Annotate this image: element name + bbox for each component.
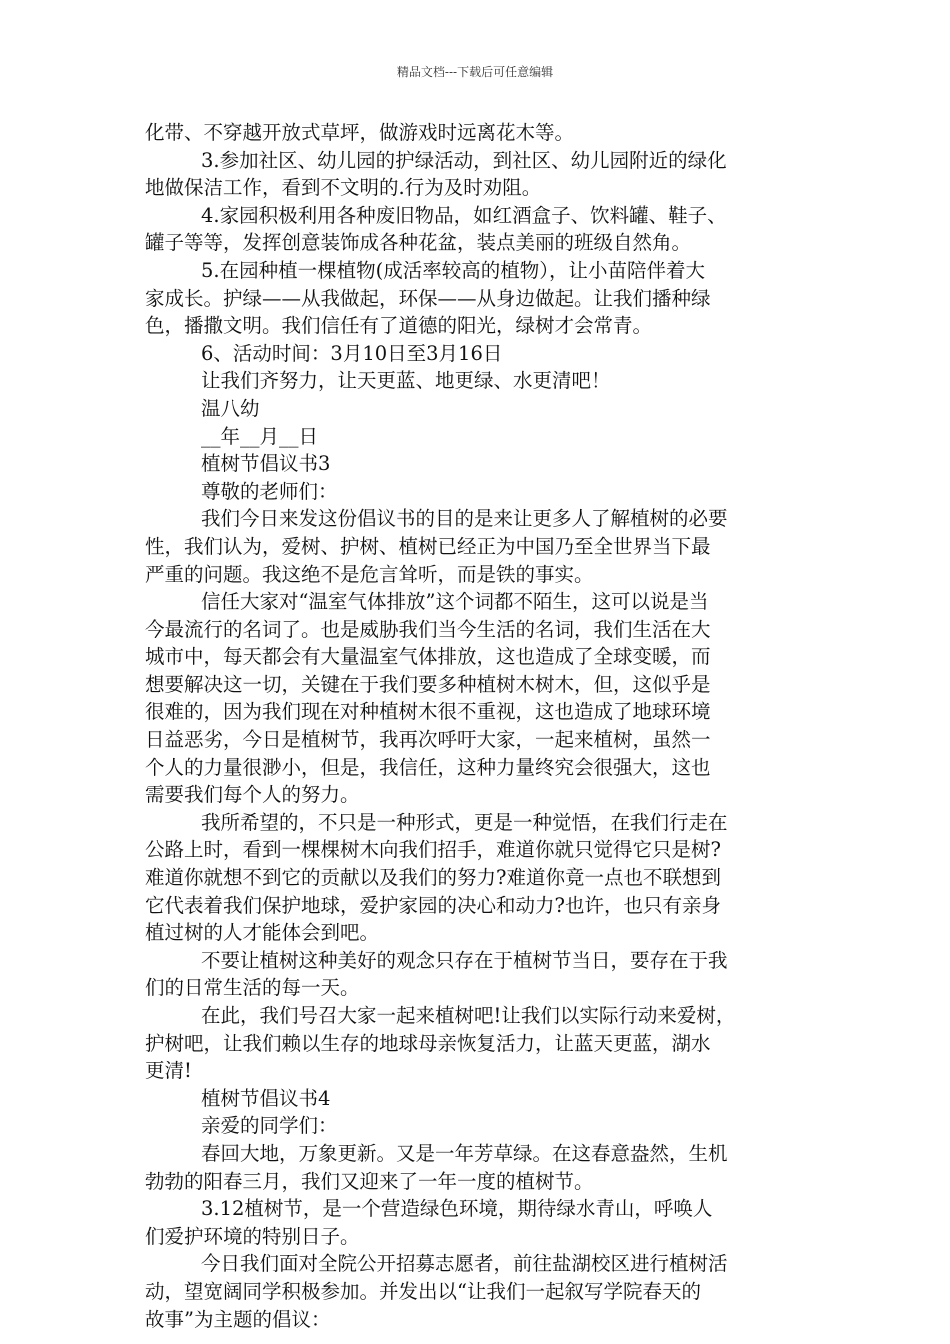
- text-line: 护树吧，让我们赖以生存的地球母亲恢复活力，让蓝天更蓝，湖水: [145, 1031, 711, 1055]
- text-line: 我所希望的，不只是一种形式，更是一种觉悟，在我们行走在: [201, 810, 728, 834]
- text-line: 化带、不穿越开放式草坪，做游戏时远离花木等。: [145, 121, 575, 144]
- text-line: 今最流行的名词了。也是威胁我们当今生活的名词，我们生活在大: [145, 617, 711, 641]
- text-line: 不要让植树这种美好的观念只存在于植树节当日，要存在于我: [201, 948, 728, 972]
- text-line: 植过树的人才能体会到吧。: [145, 921, 380, 945]
- text-line: 3.12植树节，是一个营造绿色环境，期待绿水青山，呼唤人: [201, 1197, 713, 1221]
- text-line: 需要我们每个人的努力。: [145, 783, 360, 807]
- text-line: 尊敬的老师们：: [201, 479, 338, 503]
- text-line: 让我们齐努力，让天更蓝、地更绿、水更清吧！: [201, 369, 611, 393]
- text-line: 故事”为主题的倡议：: [145, 1307, 331, 1331]
- text-line: 地做保洁工作，看到不文明的.行为及时劝阻。: [145, 176, 542, 200]
- text-line: 罐子等等，发挥创意装饰成各种花盆，装点美丽的班级自然角。: [145, 231, 692, 255]
- text-line: 们的日常生活的每一天。: [145, 976, 360, 1000]
- text-line: 们爱护环境的特别日子。: [145, 1224, 360, 1248]
- text-line: 春回大地，万象更新。又是一年芳草绿。在这春意盎然，生机: [201, 1141, 728, 1165]
- text-line: 3.参加社区、幼儿园的护绿活动，到社区、幼儿园附近的绿化: [201, 148, 727, 172]
- text-line: 在此，我们号召大家一起来植树吧!让我们以实际行动来爱树，: [201, 1004, 736, 1027]
- text-line: 4.家园积极利用各种废旧物品，如红酒盒子、饮料罐、鞋子、: [201, 203, 727, 227]
- text-line: 很难的，因为我们现在对种植树木很不重视，这也造成了地球环境: [145, 700, 711, 724]
- text-line: 5.在园种植一棵植物(成活率较高的植物），让小苗陪伴着大: [201, 258, 705, 282]
- text-line: 性，我们认为，爱树、护树、植树已经正为中国乃至全世界当下最: [145, 534, 711, 558]
- text-line: 更清!: [145, 1059, 192, 1083]
- text-line: 亲爱的同学们：: [201, 1114, 338, 1138]
- text-line: 日益恶劣，今日是植树节，我再次呼吁大家，一起来植树，虽然一: [145, 728, 711, 752]
- text-line: 难道你就想不到它的贡献以及我们的努力?难道你竟一点也不联想到: [145, 866, 721, 890]
- text-line: 严重的问题。我这绝不是危言耸听，而是铁的事实。: [145, 562, 594, 586]
- text-line: 城市中，每天都会有大量温室气体排放，这也造成了全球变暖，而: [145, 645, 711, 669]
- page-header: 精品文档---下载后可任意编辑: [396, 65, 554, 79]
- text-line: __年__月__日: [201, 424, 319, 448]
- text-line: 信任大家对“温室气体排放”这个词都不陌生，这可以说是当: [201, 590, 709, 614]
- text-line: 它代表着我们保护地球，爱护家园的决心和动力?也许，也只有亲身: [145, 893, 721, 917]
- text-line: 个人的力量很渺小，但是，我信任，这种力量终究会很强大，这也: [145, 755, 711, 779]
- text-line: 勃勃的阳春三月，我们又迎来了一年一度的植树节。: [145, 1169, 594, 1193]
- text-line: 我们今日来发这份倡议书的目的是来让更多人了解植树的必要: [201, 507, 728, 531]
- text-line: 今日我们面对全院公开招募志愿者，前往盐湖校区进行植树活: [201, 1252, 728, 1276]
- text-line: 温八幼: [201, 396, 260, 420]
- text-line: 公路上时，看到一棵棵树木向我们招手，难道你就只觉得它只是树?: [145, 838, 721, 862]
- text-line: 家成长。护绿——从我做起，环保——从身边做起。让我们播种绿: [145, 286, 711, 310]
- text-line: 植树节倡议书3: [201, 452, 331, 476]
- text-line: 色，播撒文明。我们信任有了道德的阳光，绿树才会常青。: [145, 314, 653, 338]
- text-line: 植树节倡议书4: [201, 1086, 331, 1110]
- text-line: 6、活动时间：3月10日至3月16日: [201, 341, 503, 365]
- document-body: [145, 119, 815, 1333]
- text-line: 动，望宽阔同学积极参加。并发出以“让我们一起叙写学院春天的: [145, 1279, 701, 1303]
- text-line: 想要解决这一切，关键在于我们要多种植树木树木，但，这似乎是: [145, 672, 711, 696]
